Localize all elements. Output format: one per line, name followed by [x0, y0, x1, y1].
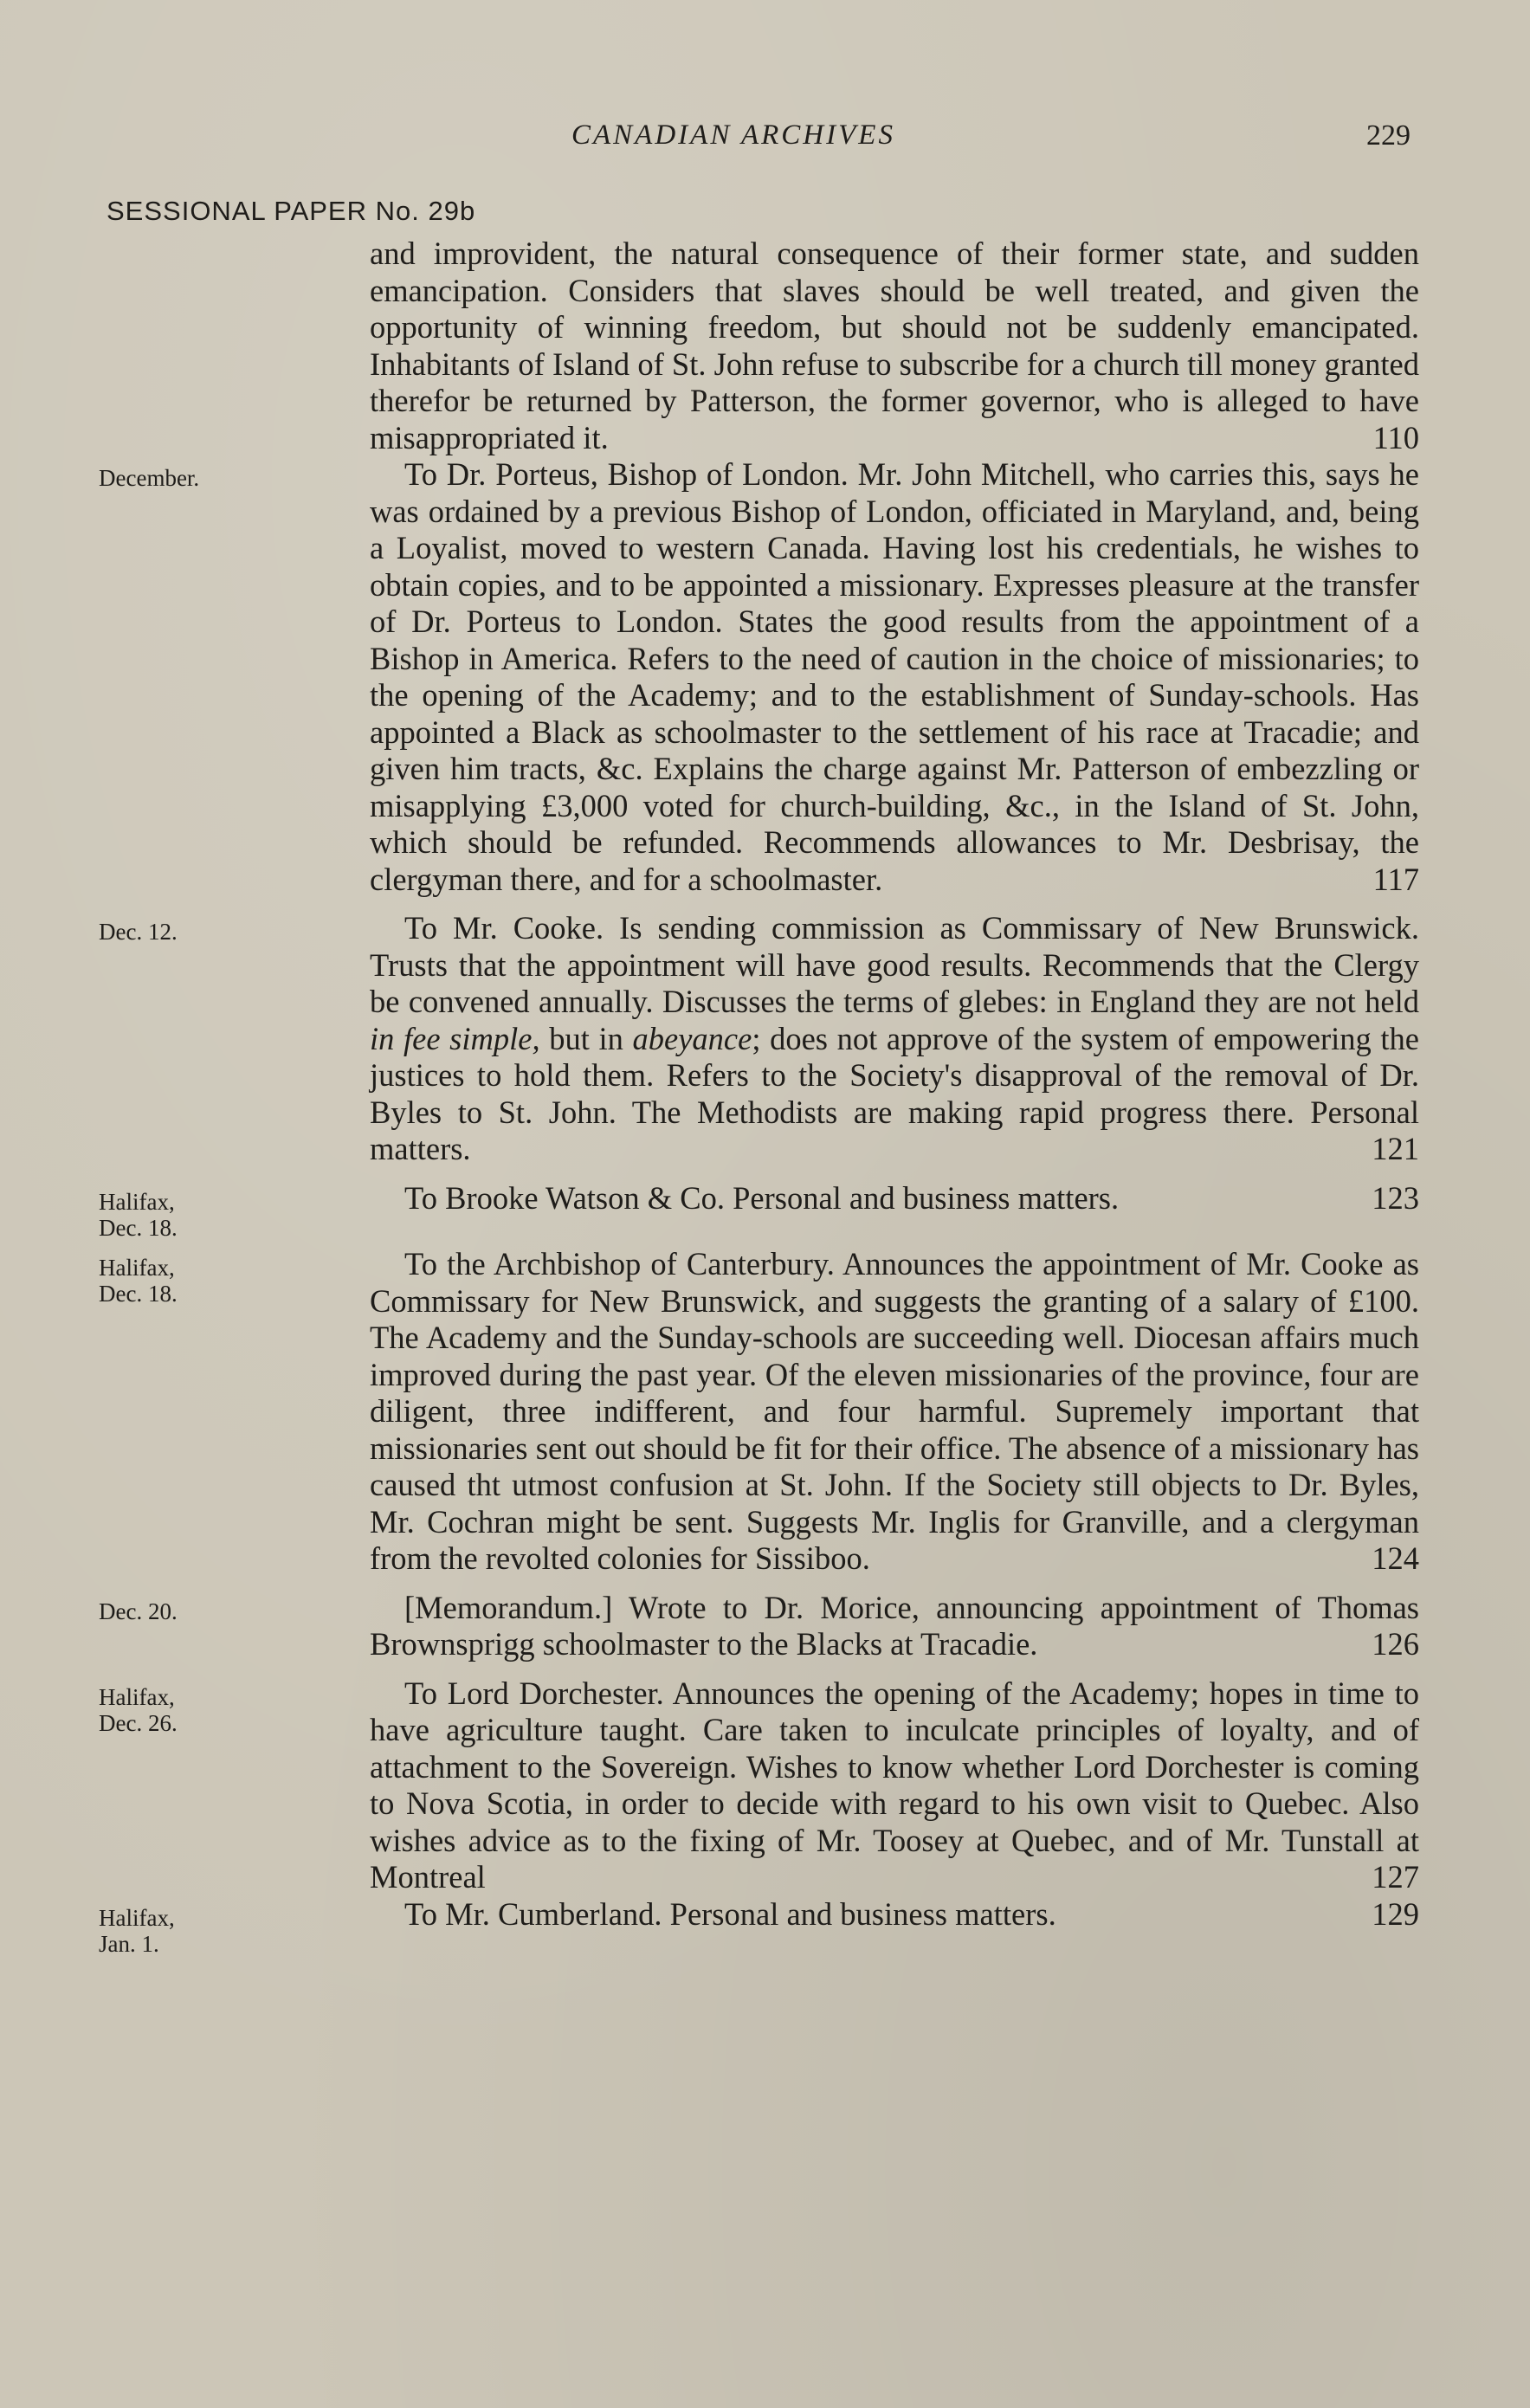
latin-term: in fee simple, — [370, 1020, 540, 1056]
reference-number: 126 — [1372, 1626, 1419, 1662]
reference-number: 124 — [1372, 1540, 1419, 1576]
entry-halifax-jan-1 — [0, 1895, 1530, 1957]
entry-text: To Lord Dorchester. Announces the opening of the Academy; hopes in time to have agriculture taught. Care taken to inculcate principles of loyalty, and of attachment to the Sovereign. Wishes to know whether Lord Dorchester is coming to Nova Scotia, in order to decide with regard to his own visit to Quebec. Also wishes advice as to the fixing of Mr. Toosey at Quebec, and of Mr. Tunstall at Montreal 127 — [370, 1675, 1419, 1895]
sessional-paper-label: SESSIONAL PAPER No. 29b — [107, 196, 476, 226]
running-title: CANADIAN ARCHIVES — [571, 119, 895, 151]
reference-number: 129 — [1372, 1895, 1419, 1932]
reference-number: 110 — [1372, 419, 1419, 455]
entry-date: Dec. 12. — [99, 919, 178, 945]
entry-continuation — [0, 236, 1530, 456]
running-head — [0, 119, 1530, 163]
entry-date: Halifax, Dec. 18. — [99, 1255, 178, 1307]
entry-halifax-dec-18-canterbury — [0, 1246, 1530, 1578]
reference-number: 121 — [1372, 1131, 1419, 1166]
entry-text: To the Archbishop of Canterbury. Announces the appointment of Mr. Cooke as Commissary for New Brunswick, and suggests the granting of a salary of £100. The Academy and the Sunday-schools are succeeding well. Diocesan affairs much improved during the past year. Of the eleven missionaries of the province, four are diligent, three indifferent, and four harmful. Supremely important that missionaries sent out should be fit for their office. The absence of a missionary has caused tht utmost confusion at St. John. If the Society still objects to Dr. Byles, Mr. Cochran might be sent. Suggests Mr. Inglis for Granville, and a clergyman from the revolted colonies for Sissiboo. 124 — [370, 1246, 1419, 1576]
calendar-entries — [0, 236, 1530, 1957]
entry-text: To Brooke Watson & Co. Personal and business matters. 123 — [404, 1179, 1419, 1216]
entry-text: To Mr. Cooke. Is sending commission as Commissary of New Brunswick. Trusts that the appointment will have good results. Recommends that the Clergy be convened annually. Discusses the terms of glebes: in England they are not held in fee simple, but in abeyance; does not approve of the system of empowering the justices to hold them. Refers to the Society's disapproval of the removal of Dr. Byles to St. John. The Methodists are making rapid progress there. Personal matters. 121 — [370, 910, 1419, 1166]
entry-date: December. — [99, 465, 200, 491]
entry-dec-12 — [0, 910, 1530, 1168]
entry-text: To Dr. Porteus, Bishop of London. Mr. John Mitchell, who carries this, says he was ordained by a previous Bishop of London, officiated in Maryland, and, being a Loyalist, moved to western Canada. Having lost his credentials, he wishes to obtain copies, and to be appointed a missionary. Expresses pleasure at the transfer of Dr. Porteus to London. States the good results from the appointment of a Bishop in America. Refers to the need of caution in the choice of missionaries; to the opening of the Academy; and to the establishment of Sunday-schools. Has appointed a Black as schoolmaster to the settlement of his race at Tracadie; and given him tracts, &c. Explains the charge against Mr. Patterson of embezzling or misapplying £3,000 voted for church-building, &c., in the Island of St. John, which should be refunded. Recommends allowances to Mr. Desbrisay, the clergyman there, and for a schoolmaster. 117 — [370, 456, 1419, 897]
entry-date: Dec. 20. — [99, 1598, 178, 1624]
latin-term: abeyance — [632, 1020, 752, 1056]
reference-number: 123 — [1372, 1179, 1419, 1216]
entry-date: Halifax, Dec. 26. — [99, 1683, 178, 1736]
reference-number: 117 — [1372, 861, 1419, 897]
entry-halifax-dec-18-watson — [0, 1179, 1530, 1241]
entry-date: Halifax, Jan. 1. — [99, 1904, 175, 1957]
entry-text: and improvident, the natural consequence of their former state, and sudden emancipation. Considers that slaves should be well treated, and given the opportunity of winning freedom, but should not be suddenly emancipated. Inhabitants of Island of St. John refuse to subscribe for a church till money granted therefor be returned by Patterson, the former governor, who is alleged to have misappropriated it. 110 — [370, 236, 1419, 455]
reference-number: 127 — [1372, 1859, 1419, 1895]
entry-dec-20 — [0, 1590, 1530, 1663]
entry-text: [Memorandum.] Wrote to Dr. Morice, announcing appointment of Thomas Brownsprigg schoolmaster to the Blacks at Tracadie. 126 — [370, 1589, 1419, 1662]
entry-december — [0, 456, 1530, 898]
page-number: 229 — [1366, 119, 1411, 152]
entry-text: To Mr. Cumberland. Personal and business matters. 129 — [404, 1895, 1419, 1932]
entry-date: Halifax, Dec. 18. — [99, 1188, 178, 1241]
entry-halifax-dec-26 — [0, 1675, 1530, 1896]
